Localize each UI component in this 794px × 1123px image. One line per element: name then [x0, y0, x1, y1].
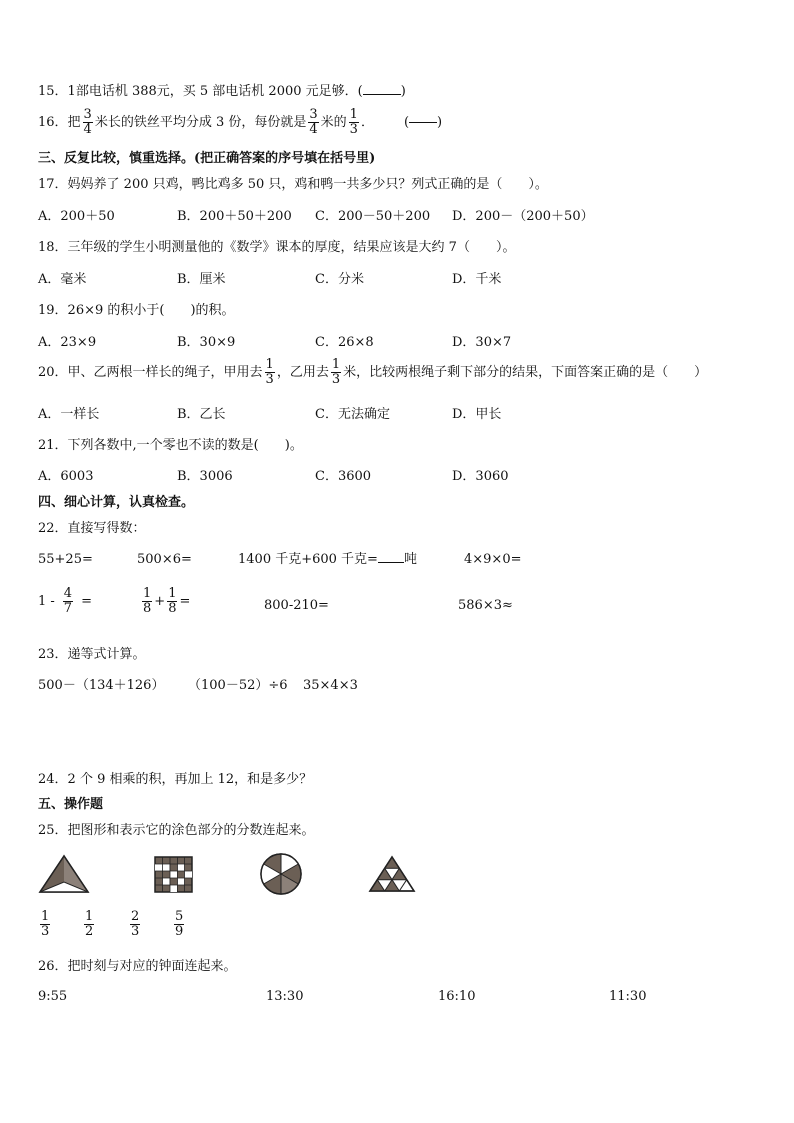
- q22-item-8: 586×3≈: [458, 598, 513, 613]
- triangle-grid-icon[interactable]: [368, 855, 416, 893]
- q16-fraction-3: $\frac{1}{3}$: [349, 107, 358, 137]
- q17-option-b[interactable]: B．200＋50＋200: [177, 209, 292, 224]
- q16-fraction-2: $\frac{3}{4}$: [309, 107, 318, 137]
- q22-fraction-1-8-b: $\frac{1}{8}$: [168, 586, 177, 616]
- q26-time-4[interactable]: 11:30: [609, 989, 647, 1004]
- q22-fraction-1-8-a: $\frac{1}{8}$: [143, 586, 152, 616]
- triangle-icon[interactable]: [38, 854, 90, 894]
- q23-item-2: （100－52）÷6: [188, 678, 288, 693]
- question-15: 15．1部电话机 388元，买 5 部电话机 2000 元足够．( ): [38, 84, 406, 99]
- q23-item-3: 35×4×3: [303, 678, 358, 693]
- q18-option-b[interactable]: B．厘米: [177, 272, 226, 287]
- q25-fraction-3[interactable]: $\frac{2}{3}$: [131, 909, 140, 939]
- question-19: 19．26×9 的积小于( )的积。: [38, 303, 235, 318]
- q18-option-a[interactable]: A．毫米: [38, 272, 87, 287]
- grid-icon[interactable]: [154, 856, 193, 893]
- q19-option-a[interactable]: A．23×9: [38, 335, 97, 350]
- q22-fraction-4-7: $\frac{4}{7}$: [63, 586, 73, 616]
- q25-fraction-2[interactable]: $\frac{1}{2}$: [85, 909, 94, 939]
- q25-fraction-4[interactable]: $\frac{5}{9}$: [175, 909, 184, 939]
- q22-answer-blank[interactable]: [378, 562, 404, 563]
- section-4-heading: 四、细心计算，认真检查。: [38, 495, 195, 510]
- q21-option-a[interactable]: A．6003: [38, 469, 94, 484]
- section-3-heading: 三、反复比较，慎重选择。(把正确答案的序号填在括号里): [38, 151, 376, 166]
- q21-option-d[interactable]: D．3060: [452, 469, 509, 484]
- q22-item-7: 800-210=: [264, 598, 329, 613]
- q22-item-4: 4×9×0=: [464, 552, 522, 567]
- question-18: 18．三年级的学生小明测量他的《数学》课本的厚度，结果应该是大约 7（ ）。: [38, 240, 516, 255]
- question-20: 20．甲、乙两根一样长的绳子，甲用去 $\frac{1}{3}$ ，乙用去 $\frac{1}{3}$ 米，比较两根绳子剩下部分的结果，下面答案正确的是（ ）: [38, 357, 708, 387]
- circle-pie-icon[interactable]: [258, 852, 304, 896]
- q19-option-c[interactable]: C．26×8: [315, 335, 374, 350]
- section-5-heading: 五、操作题: [38, 797, 104, 812]
- q23-item-1: 500－（134＋126）: [38, 678, 165, 693]
- q20-option-d[interactable]: D．甲长: [452, 407, 502, 422]
- q19-option-b[interactable]: B．30×9: [177, 335, 236, 350]
- q15-answer-blank[interactable]: [363, 94, 401, 95]
- q20-option-c[interactable]: C．无法确定: [315, 407, 390, 422]
- question-16: 16．把 $\frac{3}{4}$ 米长的铁丝平均分成 3 份，每份就是 $\frac{3}{4}$ 米的 $\frac{1}{3}$ ． ( ): [38, 107, 443, 137]
- q18-option-c[interactable]: C．分米: [315, 272, 364, 287]
- q19-option-d[interactable]: D．30×7: [452, 335, 512, 350]
- q15-text: 15．1部电话机 388元，买 5 部电话机 2000 元足够．(: [38, 84, 363, 99]
- q20-option-a[interactable]: A．一样长: [38, 407, 100, 422]
- question-25-title: 25．把图形和表示它的涂色部分的分数连起来。: [38, 823, 315, 838]
- question-24: 24．2 个 9 相乘的积，再加上 12，和是多少？: [38, 772, 313, 787]
- q26-time-2[interactable]: 13:30: [266, 989, 304, 1004]
- q17-option-c[interactable]: C．200－50＋200: [315, 209, 431, 224]
- question-23-title: 23．递等式计算。: [38, 647, 146, 662]
- q20-fraction-2: $\frac{1}{3}$: [331, 357, 341, 387]
- question-22-title: 22．直接写得数：: [38, 521, 146, 536]
- q22-item-6: $\frac{1}{8}$ + $\frac{1}{8}$ =: [143, 586, 191, 616]
- q21-option-b[interactable]: B．3006: [177, 469, 233, 484]
- q17-option-d[interactable]: D．200－（200＋50）: [452, 209, 594, 224]
- q18-option-d[interactable]: D．千米: [452, 272, 502, 287]
- q22-item-2: 500×6=: [137, 552, 192, 567]
- q20-option-b[interactable]: B．乙长: [177, 407, 226, 422]
- q22-item-5: 1 - $\frac{4}{7}$ =: [38, 586, 92, 616]
- question-26-title: 26．把时刻与对应的钟面连起来。: [38, 959, 237, 974]
- q26-time-1[interactable]: 9:55: [38, 989, 68, 1004]
- q17-option-a[interactable]: A．200＋50: [38, 209, 115, 224]
- q21-option-c[interactable]: C．3600: [315, 469, 372, 484]
- q25-fraction-1[interactable]: $\frac{1}{3}$: [41, 909, 50, 939]
- q20-fraction-1: $\frac{1}{3}$: [265, 357, 274, 387]
- question-21: 21．下列各数中,一个零也不读的数是( )。: [38, 438, 303, 453]
- q22-item-3: 1400 千克+600 千克= 吨: [238, 552, 417, 567]
- q16-fraction-1: $\frac{3}{4}$: [83, 107, 92, 137]
- q16-answer-blank[interactable]: [409, 122, 437, 123]
- question-17: 17．妈妈养了 200 只鸡，鸭比鸡多 50 只，鸡和鸭一共多少只？列式正确的是（ ）。: [38, 177, 548, 192]
- q26-time-3[interactable]: 16:10: [438, 989, 476, 1004]
- q22-item-1: 55+25=: [38, 552, 93, 567]
